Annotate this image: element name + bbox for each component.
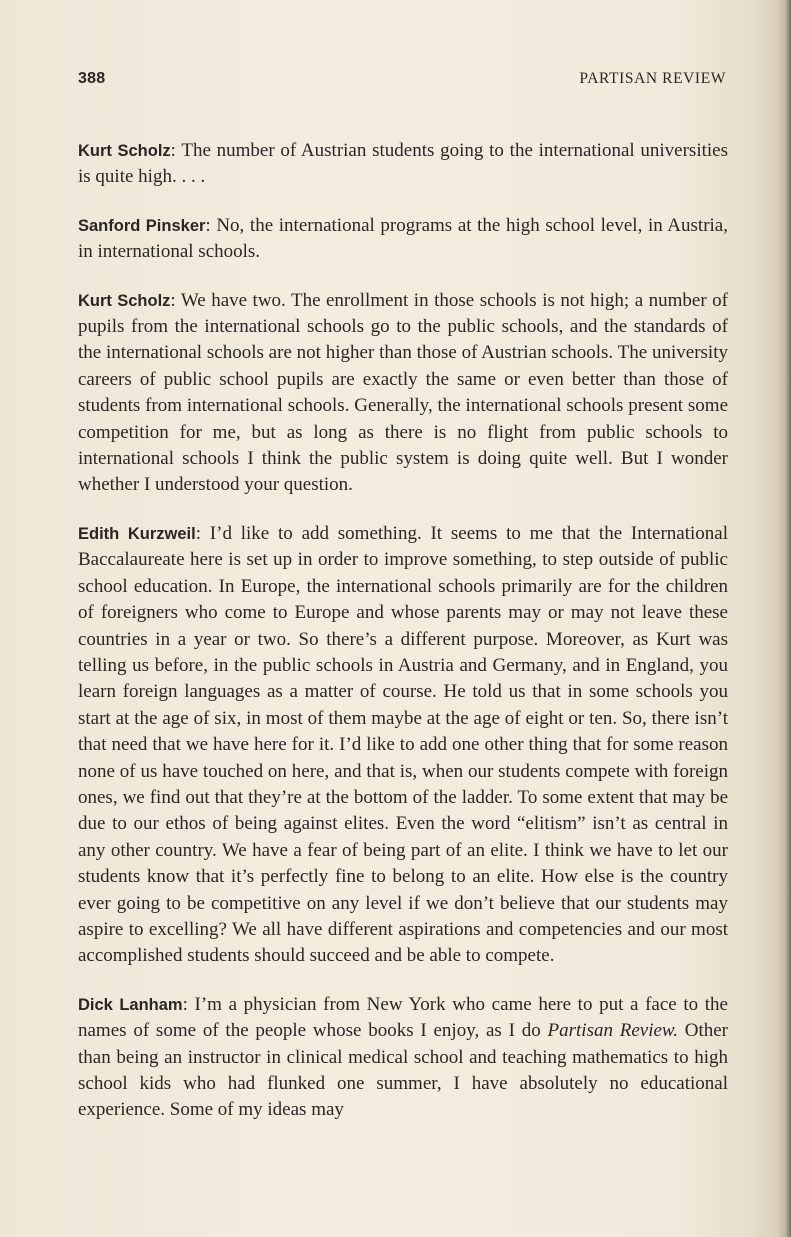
paragraph-edith-kurzweil: [78, 521, 728, 970]
page-number: 388: [78, 70, 106, 87]
journal-title: Partisan Review.: [547, 1020, 678, 1042]
paragraph-dick-lanham: [78, 992, 728, 1124]
page-binding-edge: [777, 0, 791, 1237]
paragraph-text: : No, the international programs at the high school level, in Austria, in international schools.: [78, 214, 728, 263]
speaker-name: Sanford Pinsker: [78, 216, 206, 235]
speaker-name: Dick Lanham: [78, 995, 183, 1014]
page-header: [78, 70, 726, 92]
speaker-name: Kurt Scholz: [78, 142, 171, 160]
paragraph-text: : We have two. The enrollment in those schools is not high; a number of pupils from the international schools go to the public schools, and the standards of the international schools are not higher than those of Austrian schools. The university careers of public school pupils are exactly the same or even better than those of students from international schools. Generally, the international schools present some competition for me, but as long as there is no flight from public schools to international schools I think the public system is doing quite well. But I wonder whether I understood your question.: [78, 289, 728, 496]
paragraph-kurt-scholz-2: [78, 288, 728, 499]
paragraph-sanford-pinsker: [78, 213, 728, 266]
running-head: PARTISAN REVIEW: [579, 70, 726, 87]
paragraph-text: : I’d like to add something. It seems to me that the International Baccalaureate here is set up in order to improve something, to step outside of public school education. In Europe, the international schools primarily are for the children of foreigners who come to Europe and whose parents may or may not leave these countries in a year or two. So there’s a different purpose. Moreover, as Kurt was telling us before, in the public schools in Austria and Germany, and in England, you learn foreign languages as a matter of course. He told us that in some schools you start at the age of six, in most of them maybe at the age of eight or ten. So, there isn’t that need that we have here for it. I’d like to add one other thing that for some reason none of us have touched on here, and that is, when our students compete with foreign ones, we find out that they’re at the bottom of the ladder. To some extent that may be due to our ethos of being against elites. Even the word “elitism” isn’t as central in any other country. We have a fear of being part of an elite. I think we have to let our students know that it’s perfectly fine to belong to an elite. How else is the country ever going to be competitive on any level if we don’t believe that our students may aspire to excelling? We all have different aspirations and competencies and our most accomplished students should succeed and be able to compete.: [78, 522, 729, 967]
paragraph-text-continued: Other than being an instructor in clinical medical school and teaching mathematics to high school kids who had flunked one summer, I have absolutely no educational experience. Some of my ideas may: [78, 1020, 728, 1121]
paragraph-text: : The number of Austrian students going to the international universities is quite high. . . .: [78, 140, 728, 188]
speaker-name: Edith Kurzweil: [78, 524, 196, 543]
body-text: [78, 138, 728, 1146]
speaker-name: Kurt Scholz: [78, 291, 171, 310]
paragraph-text: : I’m a physician from New York who came here to put a face to the names of some of the people whose books I enjoy, as I do: [78, 993, 728, 1042]
paragraph-kurt-scholz-1: [78, 138, 728, 191]
